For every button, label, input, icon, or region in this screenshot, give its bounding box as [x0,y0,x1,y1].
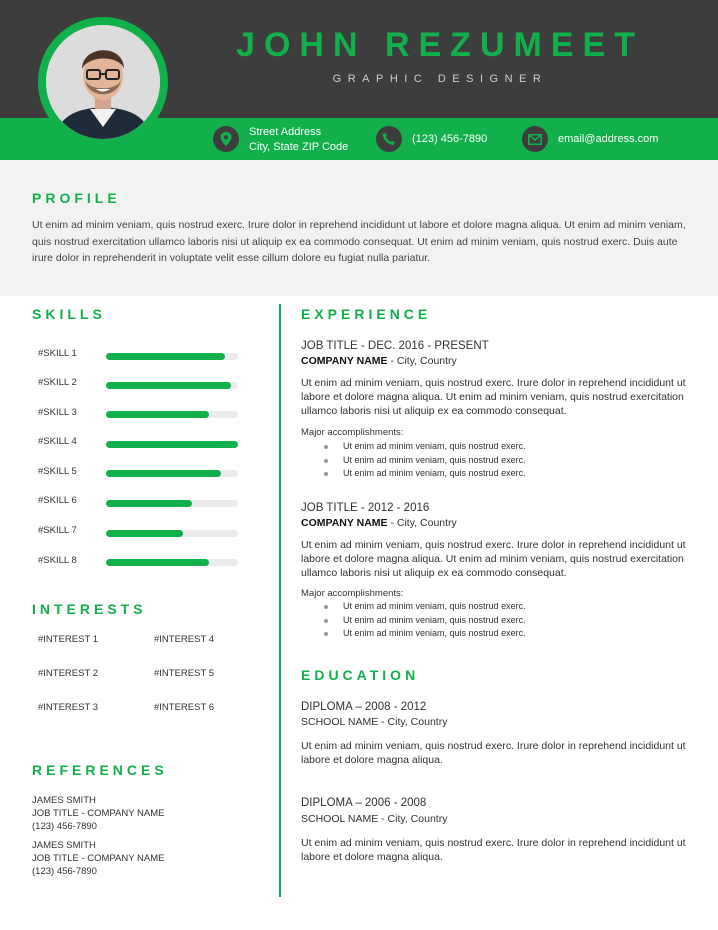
skill-bar-fill [106,411,209,418]
skill-label: #SKILL 6 [38,495,77,506]
skill-bar [106,559,238,566]
skill-bar-fill [106,500,192,507]
school-name: SCHOOL NAME - City, Country [301,813,448,825]
skill-bar-fill [106,559,209,566]
skill-bar-fill [106,353,225,360]
skill-bar-fill [106,470,221,477]
interest-item: #INTEREST 4 [154,634,215,645]
reference-role: JOB TITLE - COMPANY NAME [32,808,165,820]
company-name: COMPANY NAME [301,517,388,529]
job-title: JOB TITLE - DEC. 2016 - PRESENT [301,340,489,352]
envelope-icon [522,126,548,152]
candidate-name: JOHN REZUMEET [236,26,644,64]
skill-bar [106,470,238,477]
column-divider [279,304,281,897]
accomplishments-label: Major accomplishments: [301,588,404,599]
skill-label: #SKILL 1 [38,348,77,359]
interest-item: #INTEREST 6 [154,702,215,713]
skill-label: #SKILL 4 [38,436,77,447]
skill-bar [106,353,238,360]
list-item: Ut enim ad minim veniam, quis nostrud exerc. [324,440,526,454]
interest-item: #INTEREST 5 [154,668,215,679]
skill-bar-fill [106,382,231,389]
reference-name: JAMES SMITH [32,795,96,806]
interest-item: #INTEREST 3 [38,702,99,713]
skill-bar [106,441,238,448]
interest-item: #INTEREST 2 [38,668,99,679]
skill-bar-fill [106,530,183,537]
education-heading: EDUCATION [301,667,420,683]
skill-bar [106,500,238,507]
contact-phone[interactable]: (123) 456-7890 [412,133,488,145]
list-item: Ut enim ad minim veniam, quis nostrud exerc. [324,454,526,468]
skill-bar-fill [106,441,238,448]
profile-text: Ut enim ad minim veniam, quis nostrud exerc. Irure dolor in reprehend incididunt ut labore et dolore magna aliqua. Ut enim ad minim veniam, quis nostrud exercitation ullamco laboris nisi ut aliquip ex ea commodo consequat. Ut enim ad minim veniam, quis nostrud exerc. Duis aute irure dolor in reprehenderit in voluptate velit esse cillum dolore eu fugiat nulla pariatur. [32,219,686,264]
reference-role: JOB TITLE - COMPANY NAME [32,853,165,865]
phone-icon [376,126,402,152]
skill-label: #SKILL 2 [38,377,77,388]
reference-phone: (123) 456-7890 [32,866,97,878]
reference-phone: (123) 456-7890 [32,821,97,833]
interests-heading: INTERESTS [32,601,147,617]
skill-label: #SKILL 7 [38,525,77,536]
education-description: Ut enim ad minim veniam, quis nostrud exerc. Irure dolor in reprehend incididunt ut labore et dolore magna aliqua. [301,837,686,864]
skill-bar [106,411,238,418]
address-line-1: Street Address [249,126,322,138]
job-description: Ut enim ad minim veniam, quis nostrud exerc. Irure dolor in reprehend incididunt ut labore et dolore magna aliqua. Ut enim ad minim veniam, quis nostrud exercitation ullamco laboris nisi ut aliquip ex ea commodo consequat. [301,377,686,418]
interest-item: #INTEREST 1 [38,634,99,645]
diploma-title: DIPLOMA – 2006 - 2008 [301,797,427,809]
reference-entry [32,839,165,879]
experience-heading: EXPERIENCE [301,306,432,322]
reference-entry [32,794,165,834]
skill-label: #SKILL 3 [38,407,77,418]
address-line-2: City, State ZIP Code [249,141,349,153]
job-company [301,355,457,367]
skill-bar [106,382,238,389]
reference-name: JAMES SMITH [32,840,96,851]
accomplishments-label: Major accomplishments: [301,427,404,438]
list-item: Ut enim ad minim veniam, quis nostrud exerc. [324,614,526,628]
job-description: Ut enim ad minim veniam, quis nostrud exerc. Irure dolor in reprehend incididunt ut labore et dolore magna aliqua. Ut enim ad minim veniam, quis nostrud exercitation ullamco laboris nisi ut aliquip ex ea commodo consequat. [301,539,686,580]
company-name: COMPANY NAME [301,355,388,367]
contact-email[interactable]: email@address.com [558,133,659,145]
skill-bar [106,530,238,537]
contact-address [249,125,348,155]
accomplishments-list [324,440,526,481]
company-location: - City, Country [387,517,457,529]
profile-heading: PROFILE [32,190,121,206]
skills-heading: SKILLS [32,306,106,322]
map-pin-icon [213,126,239,152]
skill-label: #SKILL 5 [38,466,77,477]
candidate-title: GRAPHIC DESIGNER [332,73,548,85]
school-name: SCHOOL NAME - City, Country [301,716,448,728]
diploma-title: DIPLOMA – 2008 - 2012 [301,701,427,713]
skill-label: #SKILL 8 [38,555,77,566]
list-item: Ut enim ad minim veniam, quis nostrud exerc. [324,627,526,641]
job-company [301,517,457,529]
list-item: Ut enim ad minim veniam, quis nostrud exerc. [324,600,526,614]
accomplishments-list [324,600,526,641]
job-title: JOB TITLE - 2012 - 2016 [301,502,430,514]
references-heading: REFERENCES [32,762,168,778]
company-location: - City, Country [387,355,457,367]
profile-photo [46,25,160,139]
education-description: Ut enim ad minim veniam, quis nostrud exerc. Irure dolor in reprehend incididunt ut labore et dolore magna aliqua. [301,740,686,767]
list-item: Ut enim ad minim veniam, quis nostrud exerc. [324,467,526,481]
